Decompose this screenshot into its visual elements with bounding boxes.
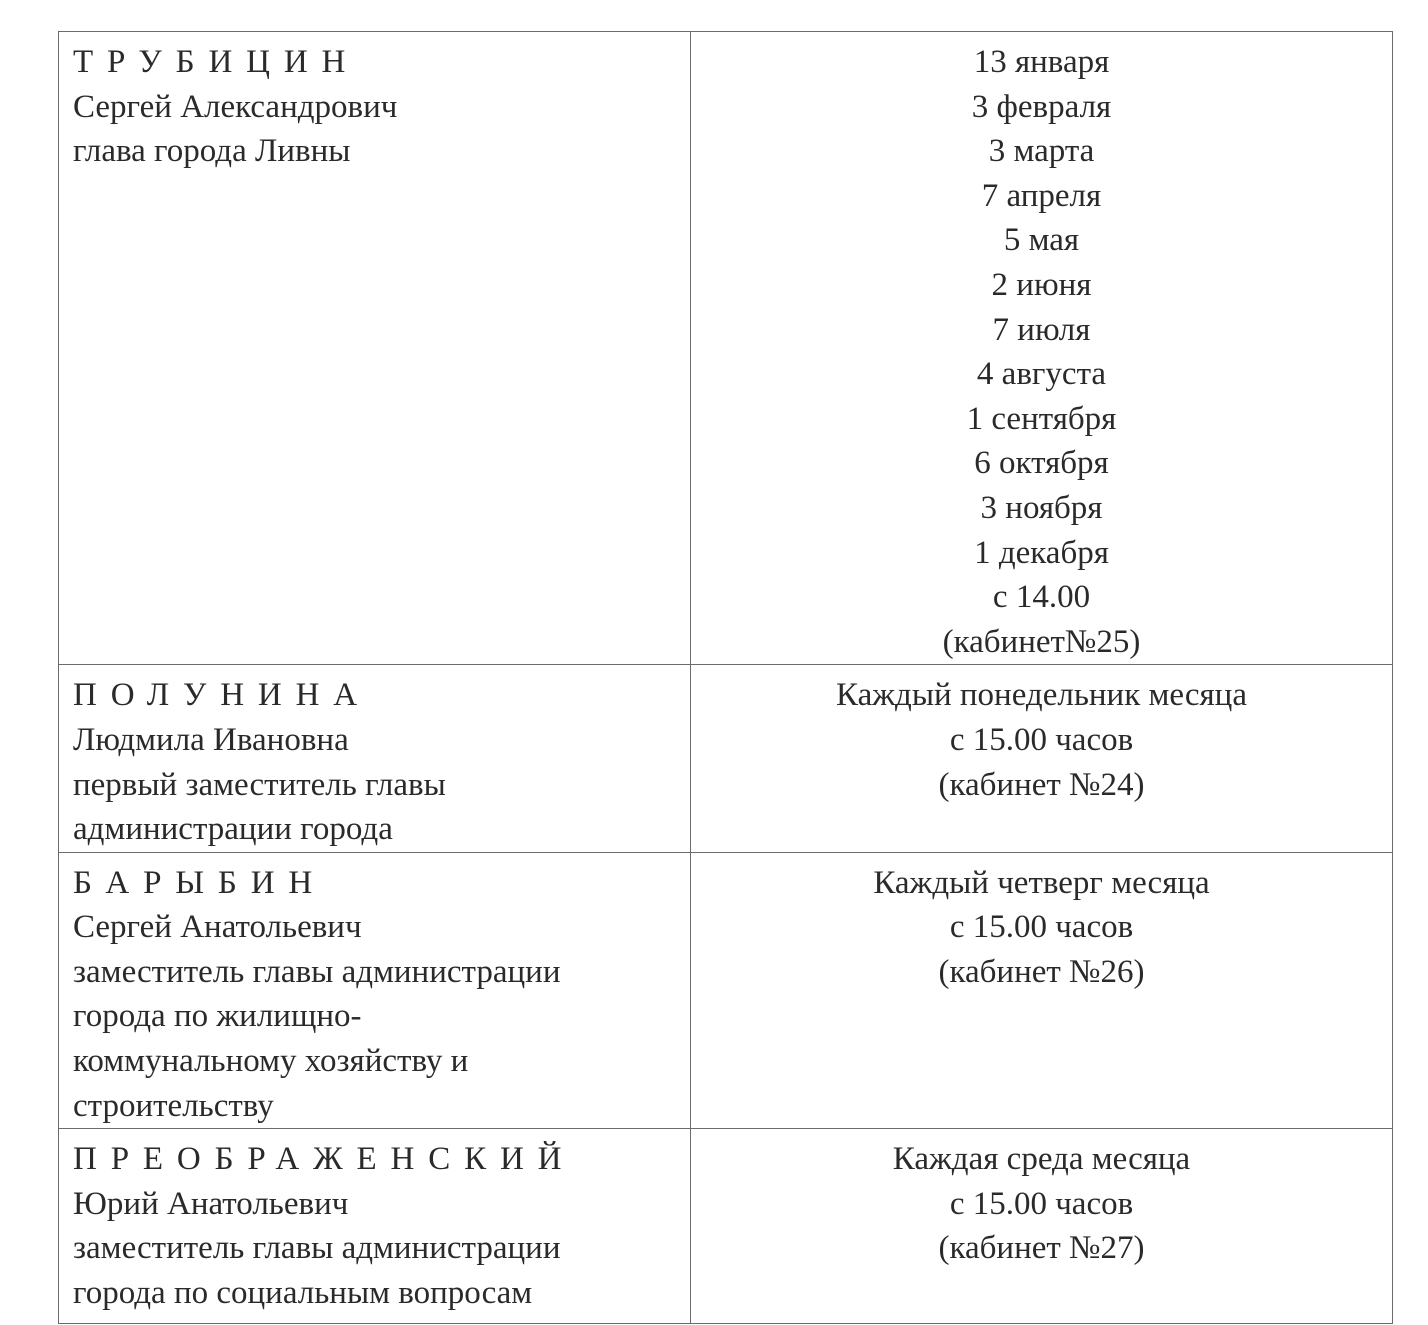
- schedule-line: 3 ноября: [980, 489, 1103, 526]
- official-position-line: города по жилищно-: [73, 998, 362, 1035]
- table-row: [59, 852, 1393, 1129]
- schedule-line: 7 апреля: [981, 177, 1102, 214]
- schedule-room: (кабинет №27): [938, 1230, 1145, 1267]
- official-name: Сергей Александрович: [73, 88, 398, 125]
- official-position-line: заместитель главы администрации: [73, 953, 561, 990]
- schedule-line: 1 сентября: [966, 400, 1117, 437]
- official-surname: БАРЫБИН: [73, 864, 327, 901]
- schedule-line: Каждый понедельник месяца: [836, 677, 1247, 714]
- schedule-line: Каждая среда месяца: [892, 1141, 1191, 1178]
- schedule-time: с 15.00 часов: [949, 721, 1134, 758]
- official-surname: ПРЕОБРАЖЕНСКИЙ: [73, 1141, 576, 1178]
- table-row: [59, 665, 1393, 852]
- schedule-line: 1 декабря: [974, 534, 1109, 571]
- schedule-line: 2 июня: [991, 266, 1092, 303]
- schedule-time: с 15.00 часов: [949, 1185, 1134, 1222]
- official-cell: [59, 32, 691, 665]
- official-position-line: строительству: [73, 1087, 274, 1124]
- official-surname: ТРУБИЦИН: [73, 44, 360, 80]
- schedule-line: 5 мая: [1003, 222, 1080, 259]
- schedule-room: (кабинет №26): [938, 953, 1145, 990]
- schedule-room: (кабинет №24): [938, 766, 1145, 803]
- official-position-line: глава города Ливны: [73, 133, 351, 170]
- schedule-line: 3 марта: [988, 133, 1095, 170]
- official-position-line: заместитель главы администрации: [73, 1230, 561, 1267]
- official-surname: ПОЛУНИНА: [73, 677, 371, 714]
- schedule-line: 7 июля: [992, 311, 1091, 348]
- official-name: Людмила Ивановна: [73, 721, 349, 758]
- reception-schedule-table: [58, 31, 1393, 1324]
- schedule-line: 4 августа: [976, 356, 1107, 393]
- table-row: [59, 32, 1393, 665]
- schedule-line: 13 января: [973, 44, 1110, 80]
- official-position-line: коммунальному хозяйству и: [73, 1043, 469, 1080]
- official-position-line: первый заместитель главы: [73, 766, 446, 803]
- schedule-cell: [691, 1129, 1393, 1324]
- official-name: Юрий Анатольевич: [73, 1185, 349, 1222]
- schedule-line: 3 февраля: [971, 88, 1112, 125]
- official-position-line: города по социальным вопросам: [73, 1275, 533, 1312]
- official-cell: [59, 665, 691, 852]
- schedule-line: Каждый четверг месяца: [873, 864, 1210, 901]
- schedule-time: с 14.00: [992, 579, 1091, 616]
- schedule-line: 6 октября: [974, 445, 1109, 482]
- official-name: Сергей Анатольевич: [73, 909, 362, 946]
- official-cell: [59, 1129, 691, 1324]
- schedule-cell: [691, 32, 1393, 665]
- table-row: [59, 1129, 1393, 1324]
- schedule-room: (кабинет№25): [942, 623, 1141, 660]
- official-position-line: администрации города: [73, 811, 393, 848]
- schedule-time: с 15.00 часов: [949, 909, 1134, 946]
- official-cell: [59, 852, 691, 1129]
- schedule-cell: [691, 665, 1393, 852]
- schedule-cell: [691, 852, 1393, 1129]
